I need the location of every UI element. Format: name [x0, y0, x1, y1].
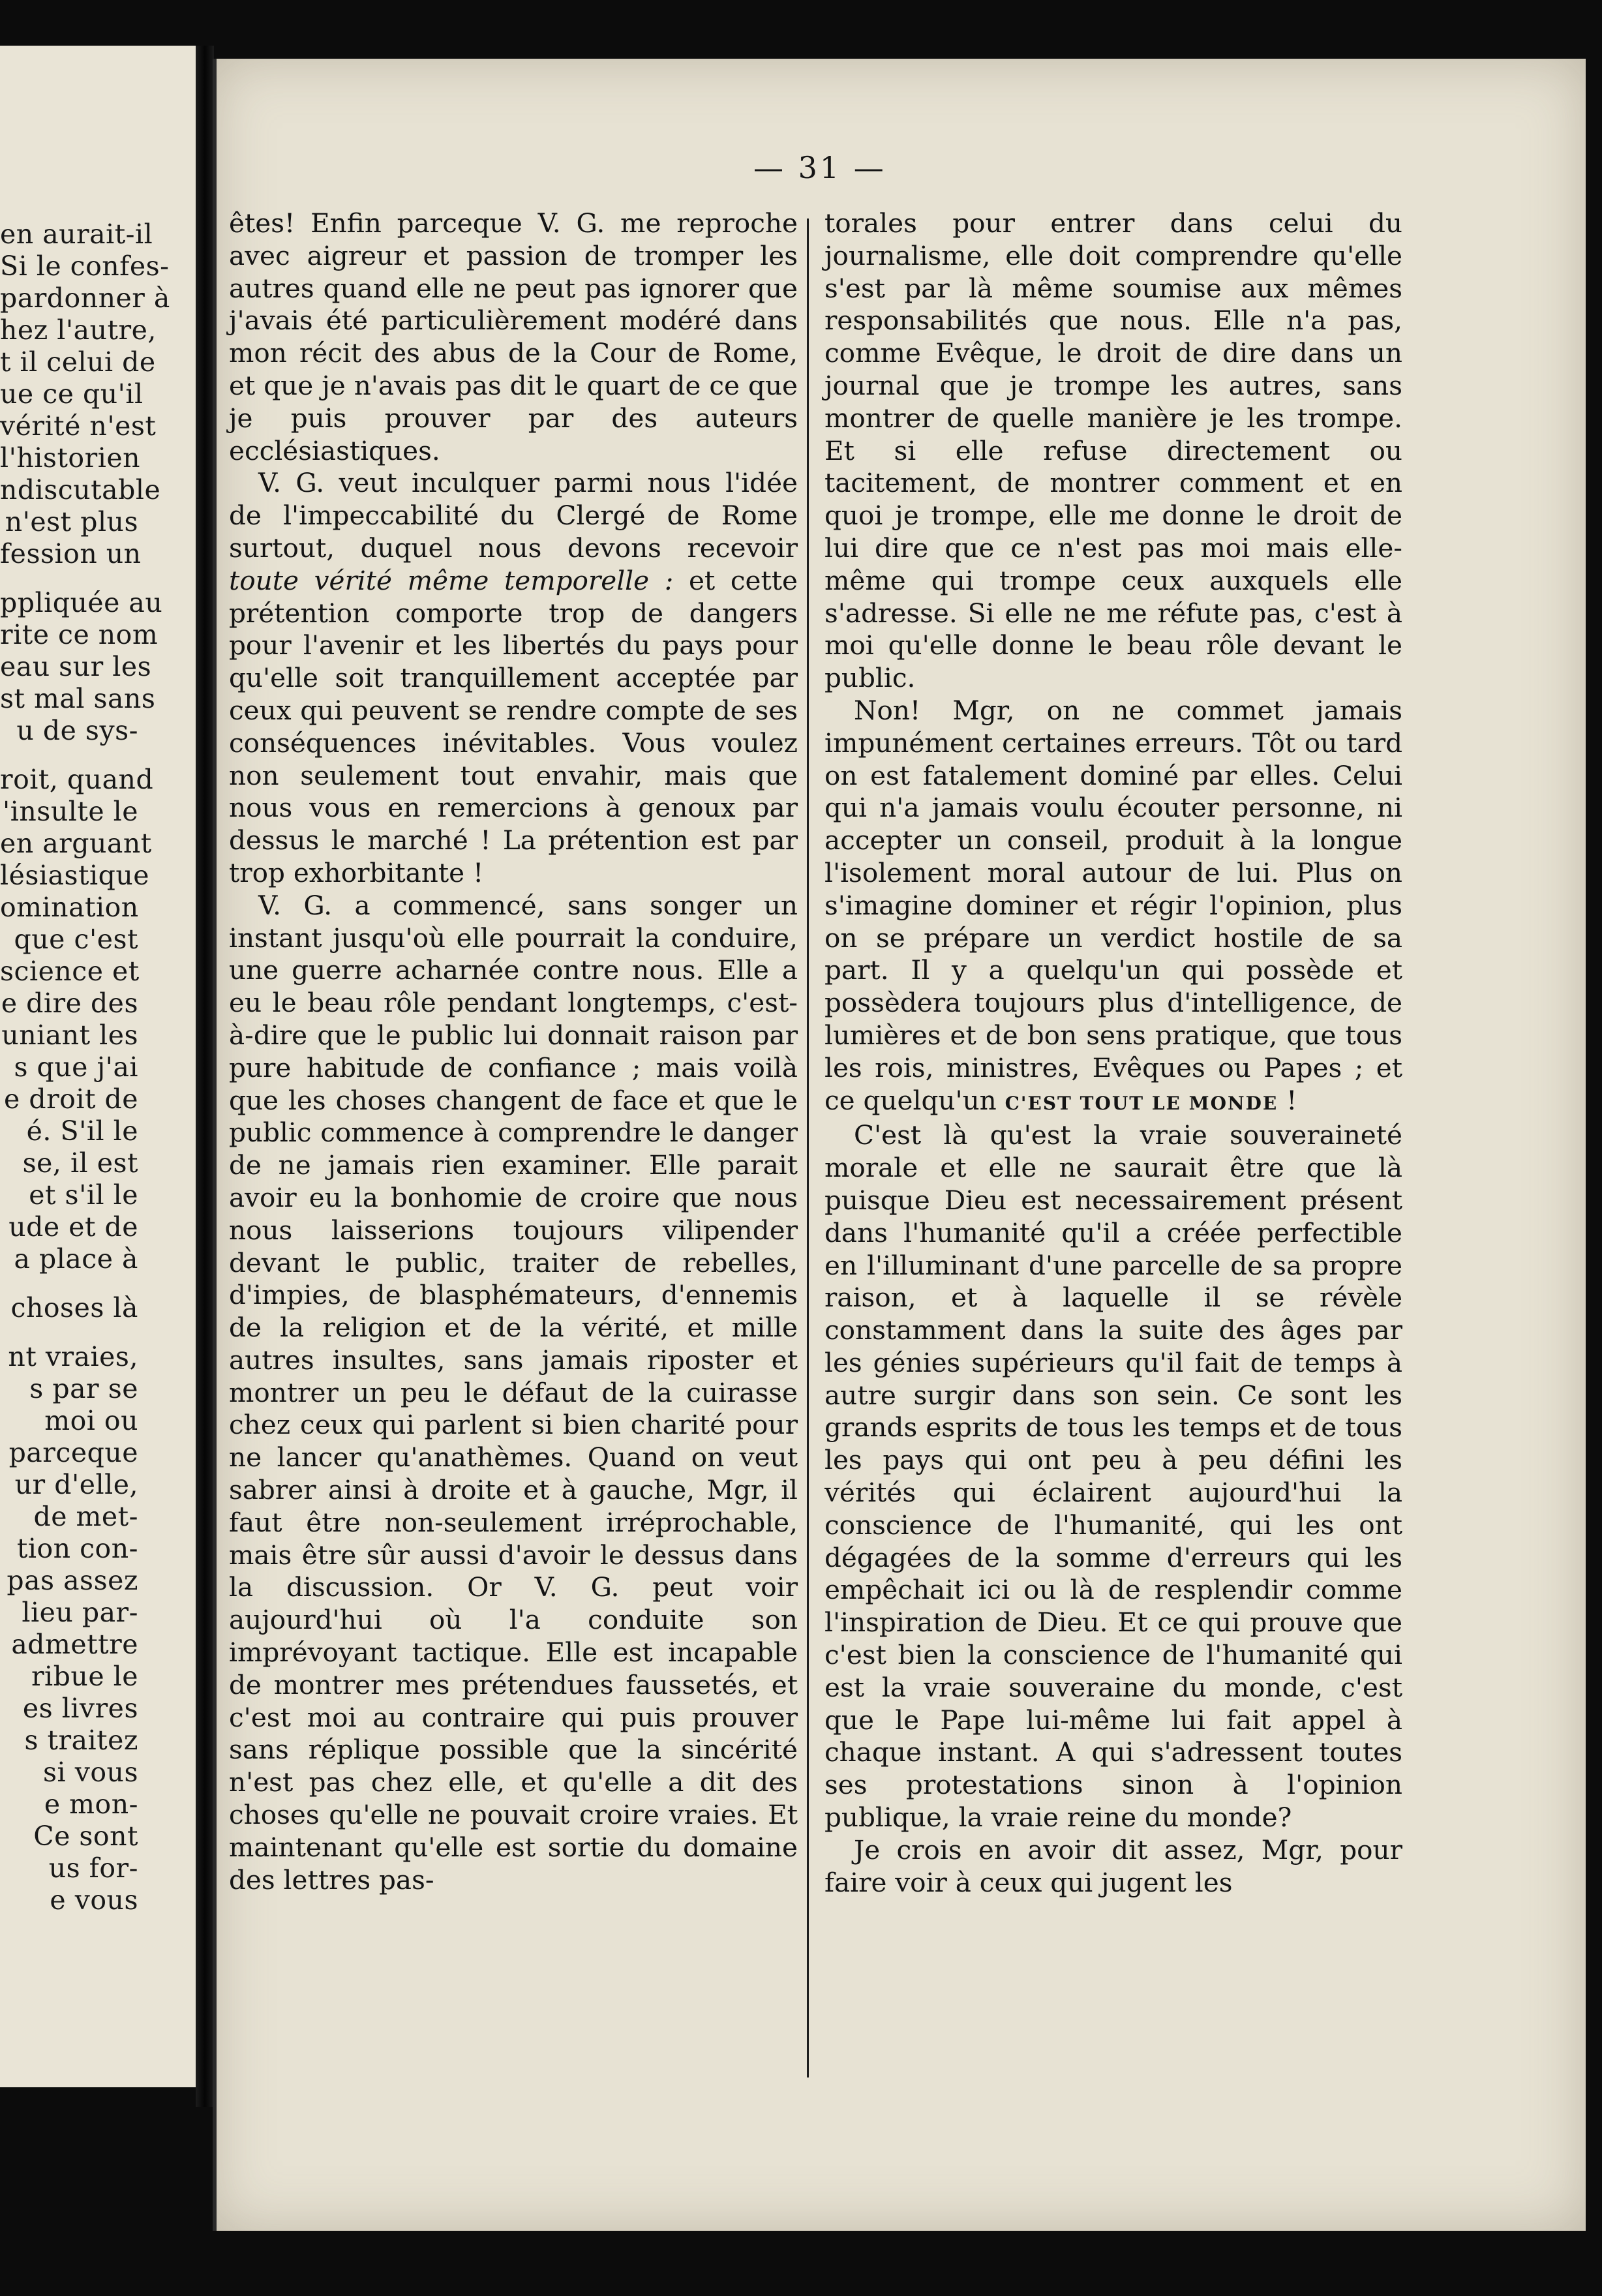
left-page-line: s que j'ai	[14, 1051, 138, 1083]
paragraph: V. G. veut inculquer parmi nous l'idée de l'impeccabilité du Clergé de Rome surtout, duquel nous devons recevoir toute vérité même temporelle : et cette prétention comporte trop de dangers pour l'avenir et les libertés du pays pour qu'elle soit tranquillement acceptée par ceux qui peuvent se rendre compte de ses conséquences inévitables. Vous voulez non seulement tout envahir, mais que nous vous en remercions à genoux par dessus le marché ! La prétention est par trop exhorbitante !	[229, 467, 798, 888]
left-page-line: é. S'il le	[26, 1115, 138, 1147]
paragraph: C'est là qu'est la vraie souveraineté morale et elle ne saurait être que là puisque Dieu est necessairement présent dans l'humanité qu'il a créée perfectible en l'illuminant d'une parcelle de sa propre raison, et à laquelle il se révèle constamment dans la suite des âges par les génies supérieurs qu'il fait de temps à autre surgir dans son sein. Ce sont les grands esprits de tous les temps et de tous les pays qui ont peu à peu défini les vérités qui éclairent aujourd'hui la conscience de l'humanité, qui les ont dégagées de la somme d'erreurs qui les empêchait ici ou là de resplendir comme l'inspiration de Dieu. Et ce qui prouve que c'est bien la conscience de l'humanité qui est la vraie souveraine du monde, c'est que le Pape lui-même lui fait appel à chaque instant. A qui s'adressent toutes ses protestations sinon à l'opinion publique, la vraie reine du monde?	[824, 1119, 1402, 1834]
left-page-text	[0, 219, 196, 1916]
left-page-line: lésiastique	[0, 860, 150, 891]
book-gutter	[196, 46, 214, 2107]
left-page-fragment	[0, 46, 196, 2087]
left-page-line: t il celui de	[0, 346, 156, 378]
left-page-line: se, il est	[22, 1147, 138, 1179]
left-page-line: u de sys-	[16, 715, 138, 746]
left-page-line: a place à	[14, 1243, 138, 1275]
left-page-line: rite ce nom	[0, 619, 159, 650]
left-page-line: de met-	[33, 1501, 138, 1532]
left-page-line: s par se	[29, 1373, 138, 1404]
left-page-line: ribue le	[31, 1661, 138, 1692]
left-page-line: omination	[0, 892, 139, 923]
italic-quote: toute vérité même temporelle :	[229, 564, 674, 596]
paragraph: torales pour entrer dans celui du journalisme, elle doit comprendre qu'elle s'est par là même soumise aux mêmes responsabilités que nous. Elle n'a pas, comme Evêque, le droit de dire dans un journal que je trompe les autres, sans montrer de quelle manière je les trompe. Et si elle refuse directement ou tacitement, de montrer comment et en quoi je trompe, elle me donne le droit de lui dire que ce n'est pas moi mais elle-même qui trompe ceux auxquels elle s'adresse. Si elle ne me réfute pas, c'est à moi qu'elle donne le beau rôle devant le public.	[824, 207, 1402, 694]
column-divider	[807, 219, 809, 2077]
text-column-left	[229, 207, 798, 1896]
left-page-line: Si le confes-	[0, 250, 170, 282]
left-page-line: s traitez	[24, 1725, 138, 1756]
left-page-line: ude et de	[8, 1211, 138, 1243]
left-page-line: si vous	[43, 1757, 138, 1788]
left-page-line: lieu par-	[22, 1597, 138, 1628]
left-page-line: es livres	[22, 1693, 138, 1724]
left-page-line: parceque	[8, 1437, 138, 1468]
left-page-line: n'est plus	[5, 506, 138, 537]
paragraph: Je crois en avoir dit assez, Mgr, pour faire voir à ceux qui jugent les	[824, 1834, 1402, 1898]
paragraph: êtes! Enfin parceque V. G. me reproche avec aigreur et passion de tromper les autres quand elle ne peut pas ignorer que j'avais été particulièrement modéré dans mon récit des abus de la Cour de Rome, et que je n'avais pas dit le quart de ce que je puis prouver par des auteurs ecclésiastiques.	[229, 207, 798, 466]
left-page-line: choses là	[10, 1292, 138, 1323]
left-page-line: admettre	[11, 1629, 138, 1660]
left-page-line: en arguant	[0, 828, 152, 859]
left-page-line: Ce sont	[33, 1820, 138, 1852]
left-page-line	[0, 570, 196, 587]
left-page-line: hez l'autre,	[0, 314, 157, 346]
left-page-line: ue ce qu'il	[0, 378, 144, 410]
page-edge	[213, 59, 217, 2231]
left-page-line: roit, quand	[0, 764, 154, 795]
left-page-line: ndiscutable	[0, 474, 161, 506]
left-page-line: us for-	[48, 1852, 138, 1884]
left-page-line: eau sur les	[0, 651, 152, 682]
left-page-line	[0, 747, 196, 764]
left-page-line: e mon-	[44, 1789, 138, 1820]
left-page-line: e dire des	[1, 988, 138, 1019]
left-page-line: nt vraies,	[8, 1341, 138, 1372]
left-page-line: en aurait-il	[0, 219, 153, 250]
left-page-line: et s'il le	[29, 1179, 138, 1211]
left-page-line: ppliquée au	[0, 587, 163, 618]
left-page-line: moi ou	[44, 1405, 138, 1436]
page-number: — 31 —	[753, 150, 886, 185]
left-page-line: st mal sans	[0, 683, 156, 714]
left-page-line: fession un	[0, 538, 142, 569]
left-page-line: vérité n'est	[0, 410, 157, 442]
left-page-line: pardonner à	[0, 282, 170, 314]
left-page-line	[0, 1324, 196, 1341]
left-page-line	[0, 1275, 196, 1292]
left-page-line: science et	[0, 956, 140, 987]
paragraph: Non! Mgr, on ne commet jamais impunément certaines erreurs. Tôt ou tard on est fatalement dominé par elles. Celui qui n'a jamais voulu écouter personne, ni accepter un conseil, produit à la longue l'isolement moral autour de lui. Plus on s'imagine dominer et régir l'opinion, plus on se prépare un verdict hostile de sa part. Il y a quelqu'un qui possède et possèdera toujours plus d'intelligence, de lumières et de bon sens pratique, que tous les rois, ministres, Evêques ou Papes ; et ce quelqu'un C'EST TOUT LE MONDE !	[824, 694, 1402, 1116]
left-page-line: que c'est	[14, 924, 138, 955]
left-page-line: tion con-	[16, 1533, 138, 1564]
small-caps-phrase: C'EST TOUT LE MONDE	[1005, 1092, 1278, 1114]
left-page-line: uniant les	[1, 1020, 138, 1051]
left-page-line: e vous	[50, 1884, 138, 1916]
left-page-line: e droit de	[4, 1083, 138, 1115]
paragraph: V. G. a commencé, sans songer un instant jusqu'où elle pourrait la conduire, une guerre acharnée contre nous. Elle a eu le beau rôle pendant longtemps, c'est-à-dire que le public lui donnait raison par pure habitude de confiance ; mais voilà que les choses changent de face et que le public commence à comprendre le danger de ne jamais rien examiner. Elle parait avoir eu la bonhomie de croire que nous nous laisserions toujours vilipender devant le public, traiter de rebelles, d'impies, de blasphémateurs, d'ennemis de la religion et de la vérité, et mille autres insultes, sans jamais riposter et montrer un peu le défaut de la cuirasse chez ceux qui parlent si bien charité pour ne lancer qu'anathèmes. Quand on veut sabrer ainsi à droite et à gauche, Mgr, il faut être non-seulement irréprochable, mais être sûr aussi d'avoir le dessus dans la discussion. Or V. G. peut voir aujourd'hui où l'a conduite son imprévoyant tactique. Elle est incapable de montrer mes prétendues faussetés, et c'est moi au contraire qui puis prouver sans réplique possible que la sincérité n'est pas chez elle, et qu'elle a dit des choses qu'elle ne pouvait croire vraies. Et maintenant qu'elle est sortie du domaine des lettres pas-	[229, 889, 798, 1896]
text-column-right	[824, 207, 1402, 1899]
left-page-line: pas assez	[7, 1565, 138, 1596]
left-page-line: l'historien	[0, 442, 140, 474]
left-page-line: 'insulte le	[3, 796, 138, 827]
left-page-line: ur d'elle,	[14, 1469, 138, 1500]
